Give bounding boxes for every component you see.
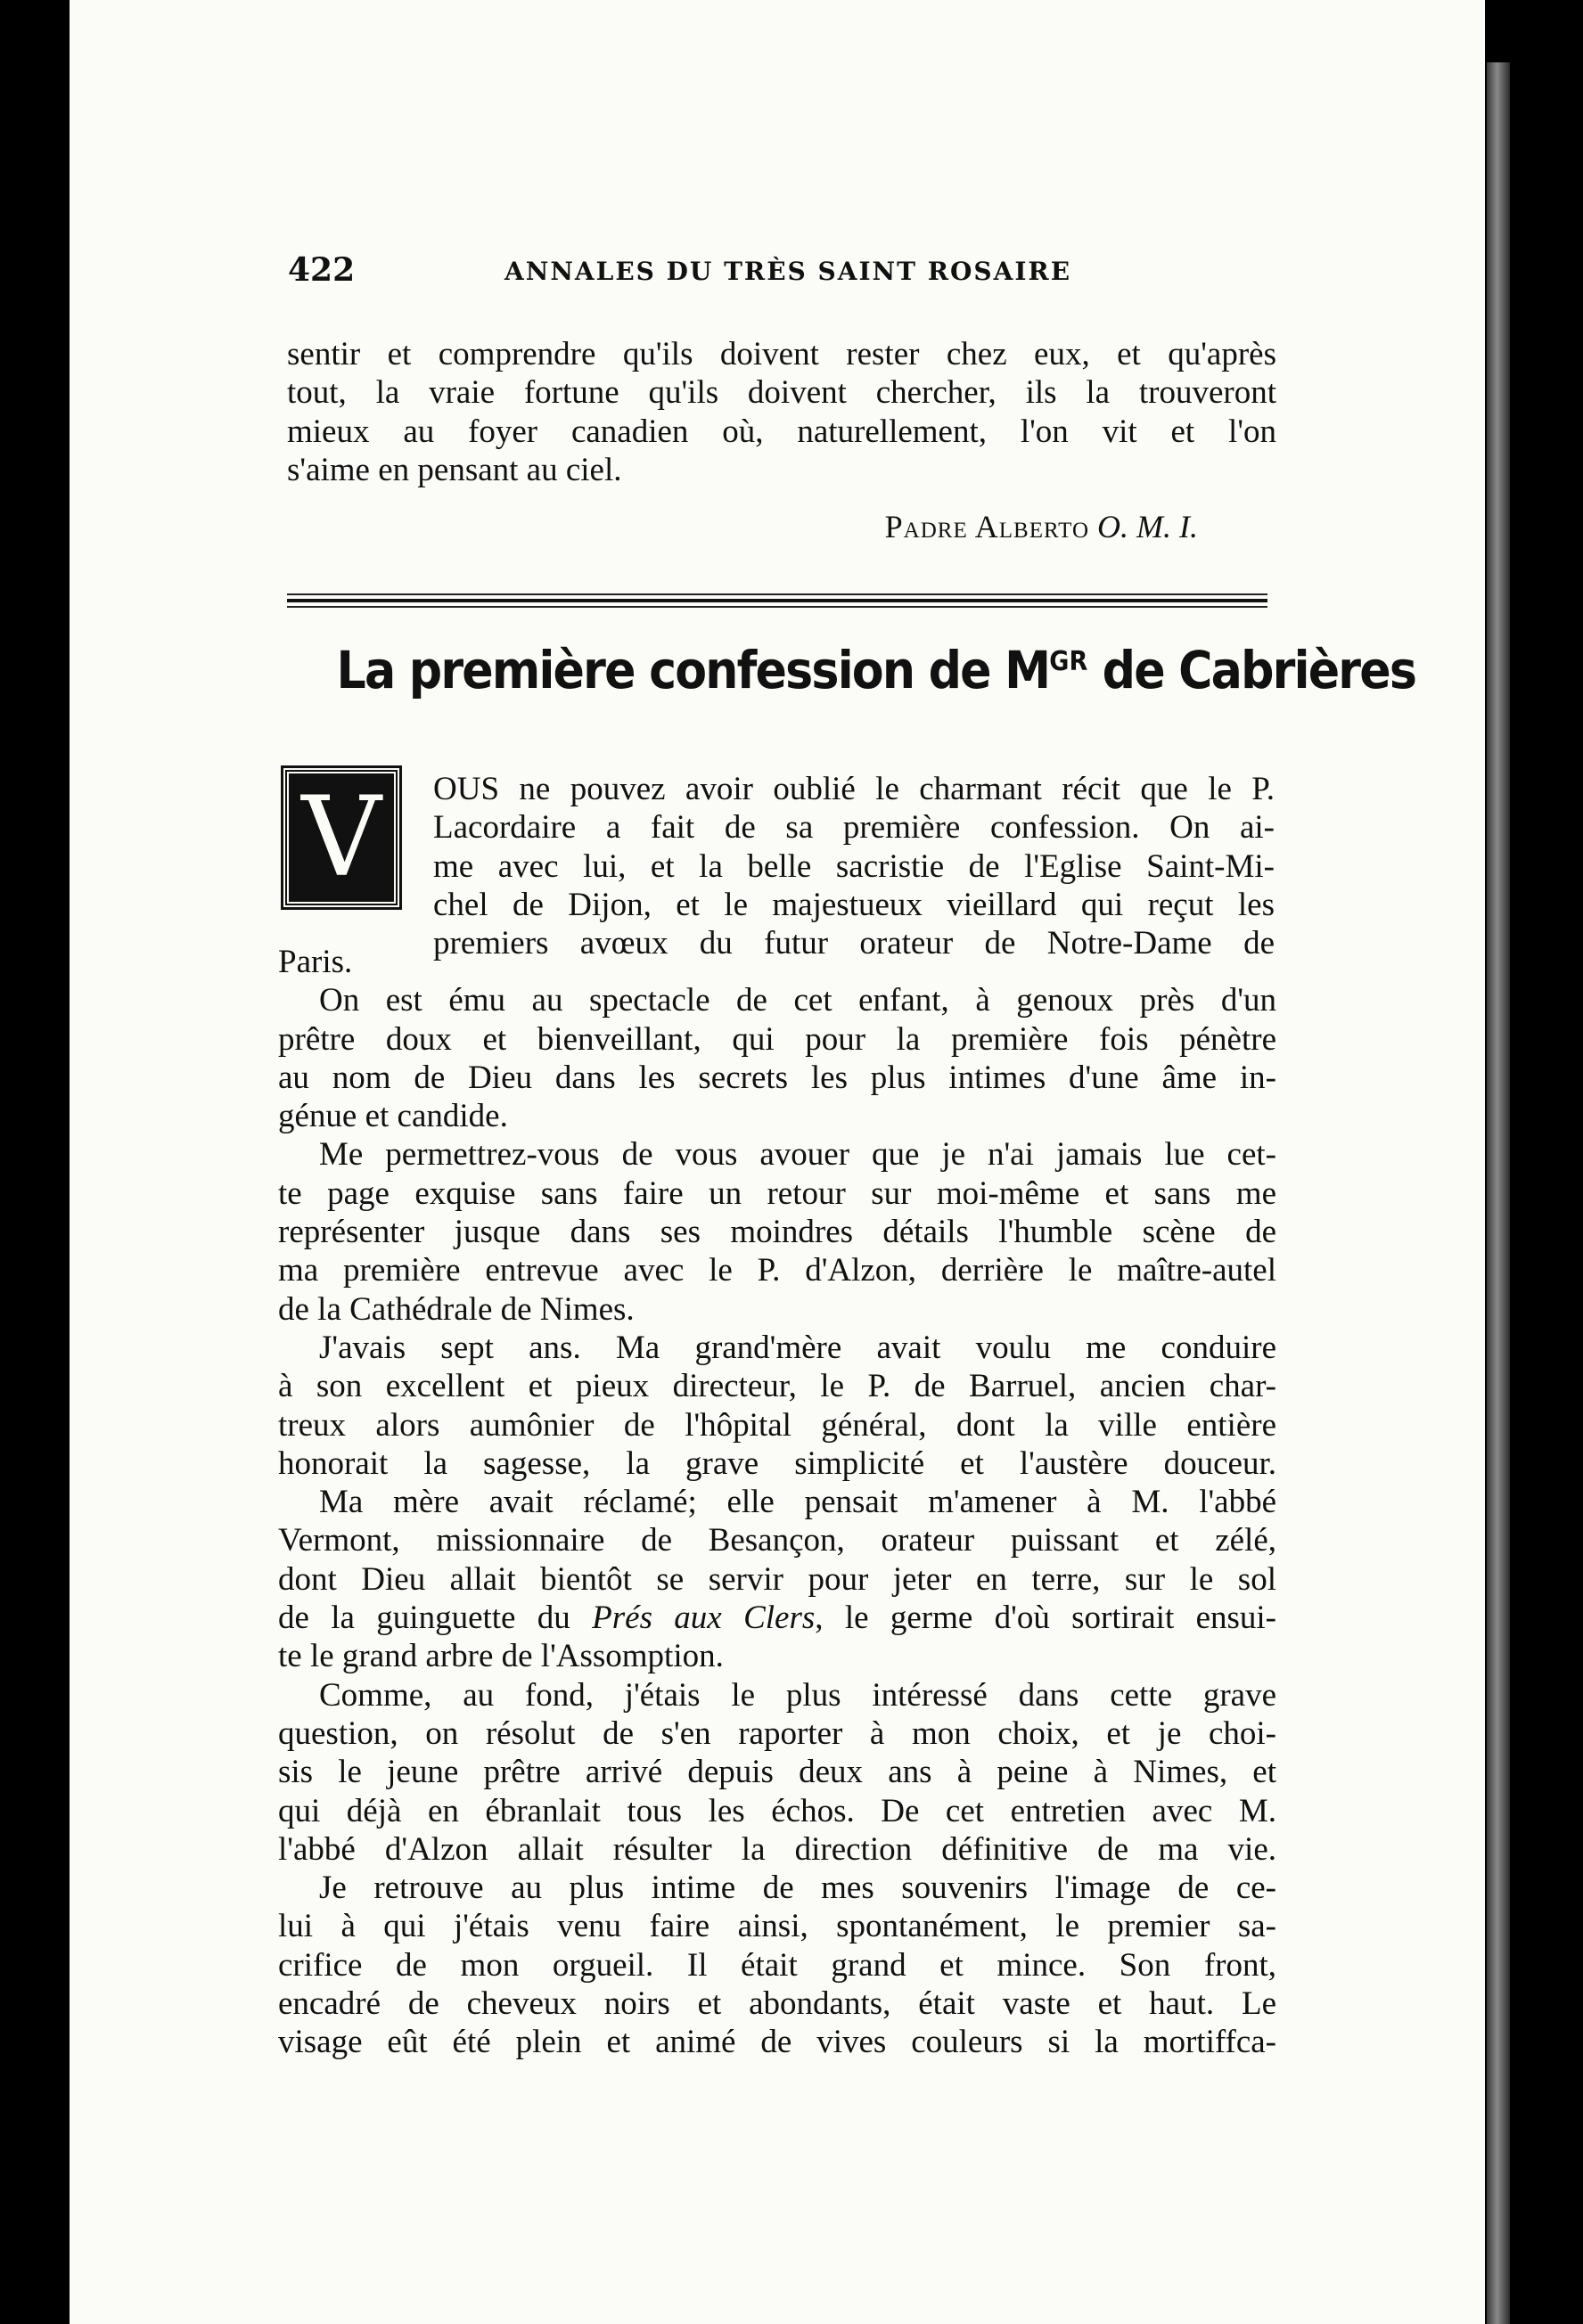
section-divider — [287, 593, 1267, 608]
article-title-start: La première confession de M — [336, 640, 1050, 700]
text-line: Ma mère avait réclamé; elle pensait m'amener à M. l'abbé — [319, 1484, 1276, 1521]
article-body — [278, 943, 1276, 2062]
text-line: à son excellent et pieux directeur, le P. de Barruel, ancien char- — [278, 1368, 1276, 1405]
text-line: te le grand arbre de l'Assomption. — [278, 1638, 724, 1675]
text-fragment: de la guinguette du — [278, 1600, 570, 1637]
text-line: encadré de cheveux noirs et abondants, était vaste et haut. Le — [278, 1985, 1276, 2023]
text-line: question, on résolut de s'en raporter à mon choix, et je choi- — [278, 1714, 1276, 1752]
text-line: J'avais sept ans. Ma grand'mère avait voulu me conduire — [319, 1329, 1276, 1366]
text-line: dont Dieu allait bientôt se servir pour jeter en terre, sur le sol — [278, 1560, 1276, 1598]
text-line: Paris. — [278, 944, 353, 980]
text-line: tout, la vraie fortune qu'ils doivent chercher, ils la trouveront — [287, 374, 1276, 412]
text-line: crifice de mon orgueil. Il était grand et mince. Son front, — [278, 1946, 1276, 1984]
text-line: mieux au foyer canadien où, naturellement, l'on vit et l'on — [287, 413, 1276, 450]
running-head — [288, 251, 1259, 296]
text-line: lui à qui j'étais venu faire ainsi, spontanément, le premier sa- — [278, 1908, 1276, 1945]
text-line: Me permettrez-vous de vous avouer que je n'ai jamais lue cet- — [319, 1136, 1276, 1174]
text-line: représenter jusque dans ses moindres détails l'humble scène de — [278, 1214, 1276, 1251]
italic-place-name: Prés aux Clers — [592, 1600, 816, 1637]
article-title-end: de Cabrières — [1087, 640, 1416, 700]
text-line: au nom de Dieu dans les secrets les plus intimes d'une âme in- — [278, 1059, 1276, 1096]
text-line: On est ému au spectacle de cet enfant, à genoux près d'un — [319, 982, 1276, 1019]
text-line: honorait la sagesse, la grave simplicité et l'austère douceur. — [278, 1444, 1276, 1482]
text-line: Comme, au fond, j'étais le plus intéressé dans cette grave — [319, 1676, 1276, 1714]
drop-cap: V — [283, 768, 399, 907]
text-line: visage eût été plein et animé de vives couleurs si la mortiffca- — [278, 2024, 1276, 2061]
author-signature — [779, 508, 1198, 545]
text-line — [278, 1599, 1276, 1637]
text-line: de la Cathédrale de Nimes. — [278, 1290, 635, 1328]
article-title — [336, 640, 1416, 700]
text-line: prêtre doux et bienveillant, qui pour la première fois pénètre — [278, 1020, 1276, 1058]
signature-name: Padre Alberto — [884, 509, 1090, 544]
text-line: s'aime en pensant au ciel. — [287, 451, 622, 488]
article-opening-lines — [433, 770, 1275, 962]
journal-title: ANNALES DU TRÈS SAINT ROSAIRE — [504, 257, 1072, 286]
text-fragment: , le germe d'où sortirait ensui- — [815, 1600, 1276, 1637]
text-line: sis le jeune prêtre arrivé depuis deux ans à peine à Nimes, et — [278, 1754, 1276, 1791]
text-line: Je retrouve au plus intime de mes souvenirs l'image de ce- — [319, 1870, 1276, 1907]
text-line: chel de Dijon, et le majestueux vieillard qui reçut les — [433, 886, 1275, 923]
text-line: ma première entrevue avec le P. d'Alzon, derrière le maître-autel — [278, 1252, 1276, 1289]
article-title-superscript: GR — [1049, 646, 1088, 677]
text-line: qui déjà en ébranlait tous les échos. De cet entretien avec M. — [278, 1792, 1276, 1829]
book-spine-shadow — [1487, 62, 1510, 2324]
text-line: treux alors aumônier de l'hôpital général, dont la ville entière — [278, 1406, 1276, 1444]
signature-order: O. M. I. — [1097, 509, 1198, 544]
text-line: Lacordaire a fait de sa première confession. On ai- — [433, 809, 1275, 847]
text-line: l'abbé d'Alzon allait résulter la direction définitive de ma vie. — [278, 1830, 1276, 1868]
text-line: sentir et comprendre qu'ils doivent rester chez eux, et qu'après — [287, 336, 1276, 372]
page-number: 422 — [288, 251, 356, 289]
text-line: me avec lui, et la belle sacristie de l'Eglise Saint-Mi- — [433, 847, 1275, 885]
text-line: OUS ne pouvez avoir oublié le charmant récit que le P. — [433, 771, 1275, 807]
text-line: te page exquise sans faire un retour sur moi-même et sans me — [278, 1174, 1276, 1212]
text-line: génue et candide. — [278, 1098, 508, 1135]
text-line: Vermont, missionnaire de Besançon, orateur puissant et zélé, — [278, 1522, 1276, 1559]
text-line: premiers avœux du futur orateur de Notre-Dame de — [433, 925, 1275, 962]
previous-article-ending — [287, 335, 1276, 489]
